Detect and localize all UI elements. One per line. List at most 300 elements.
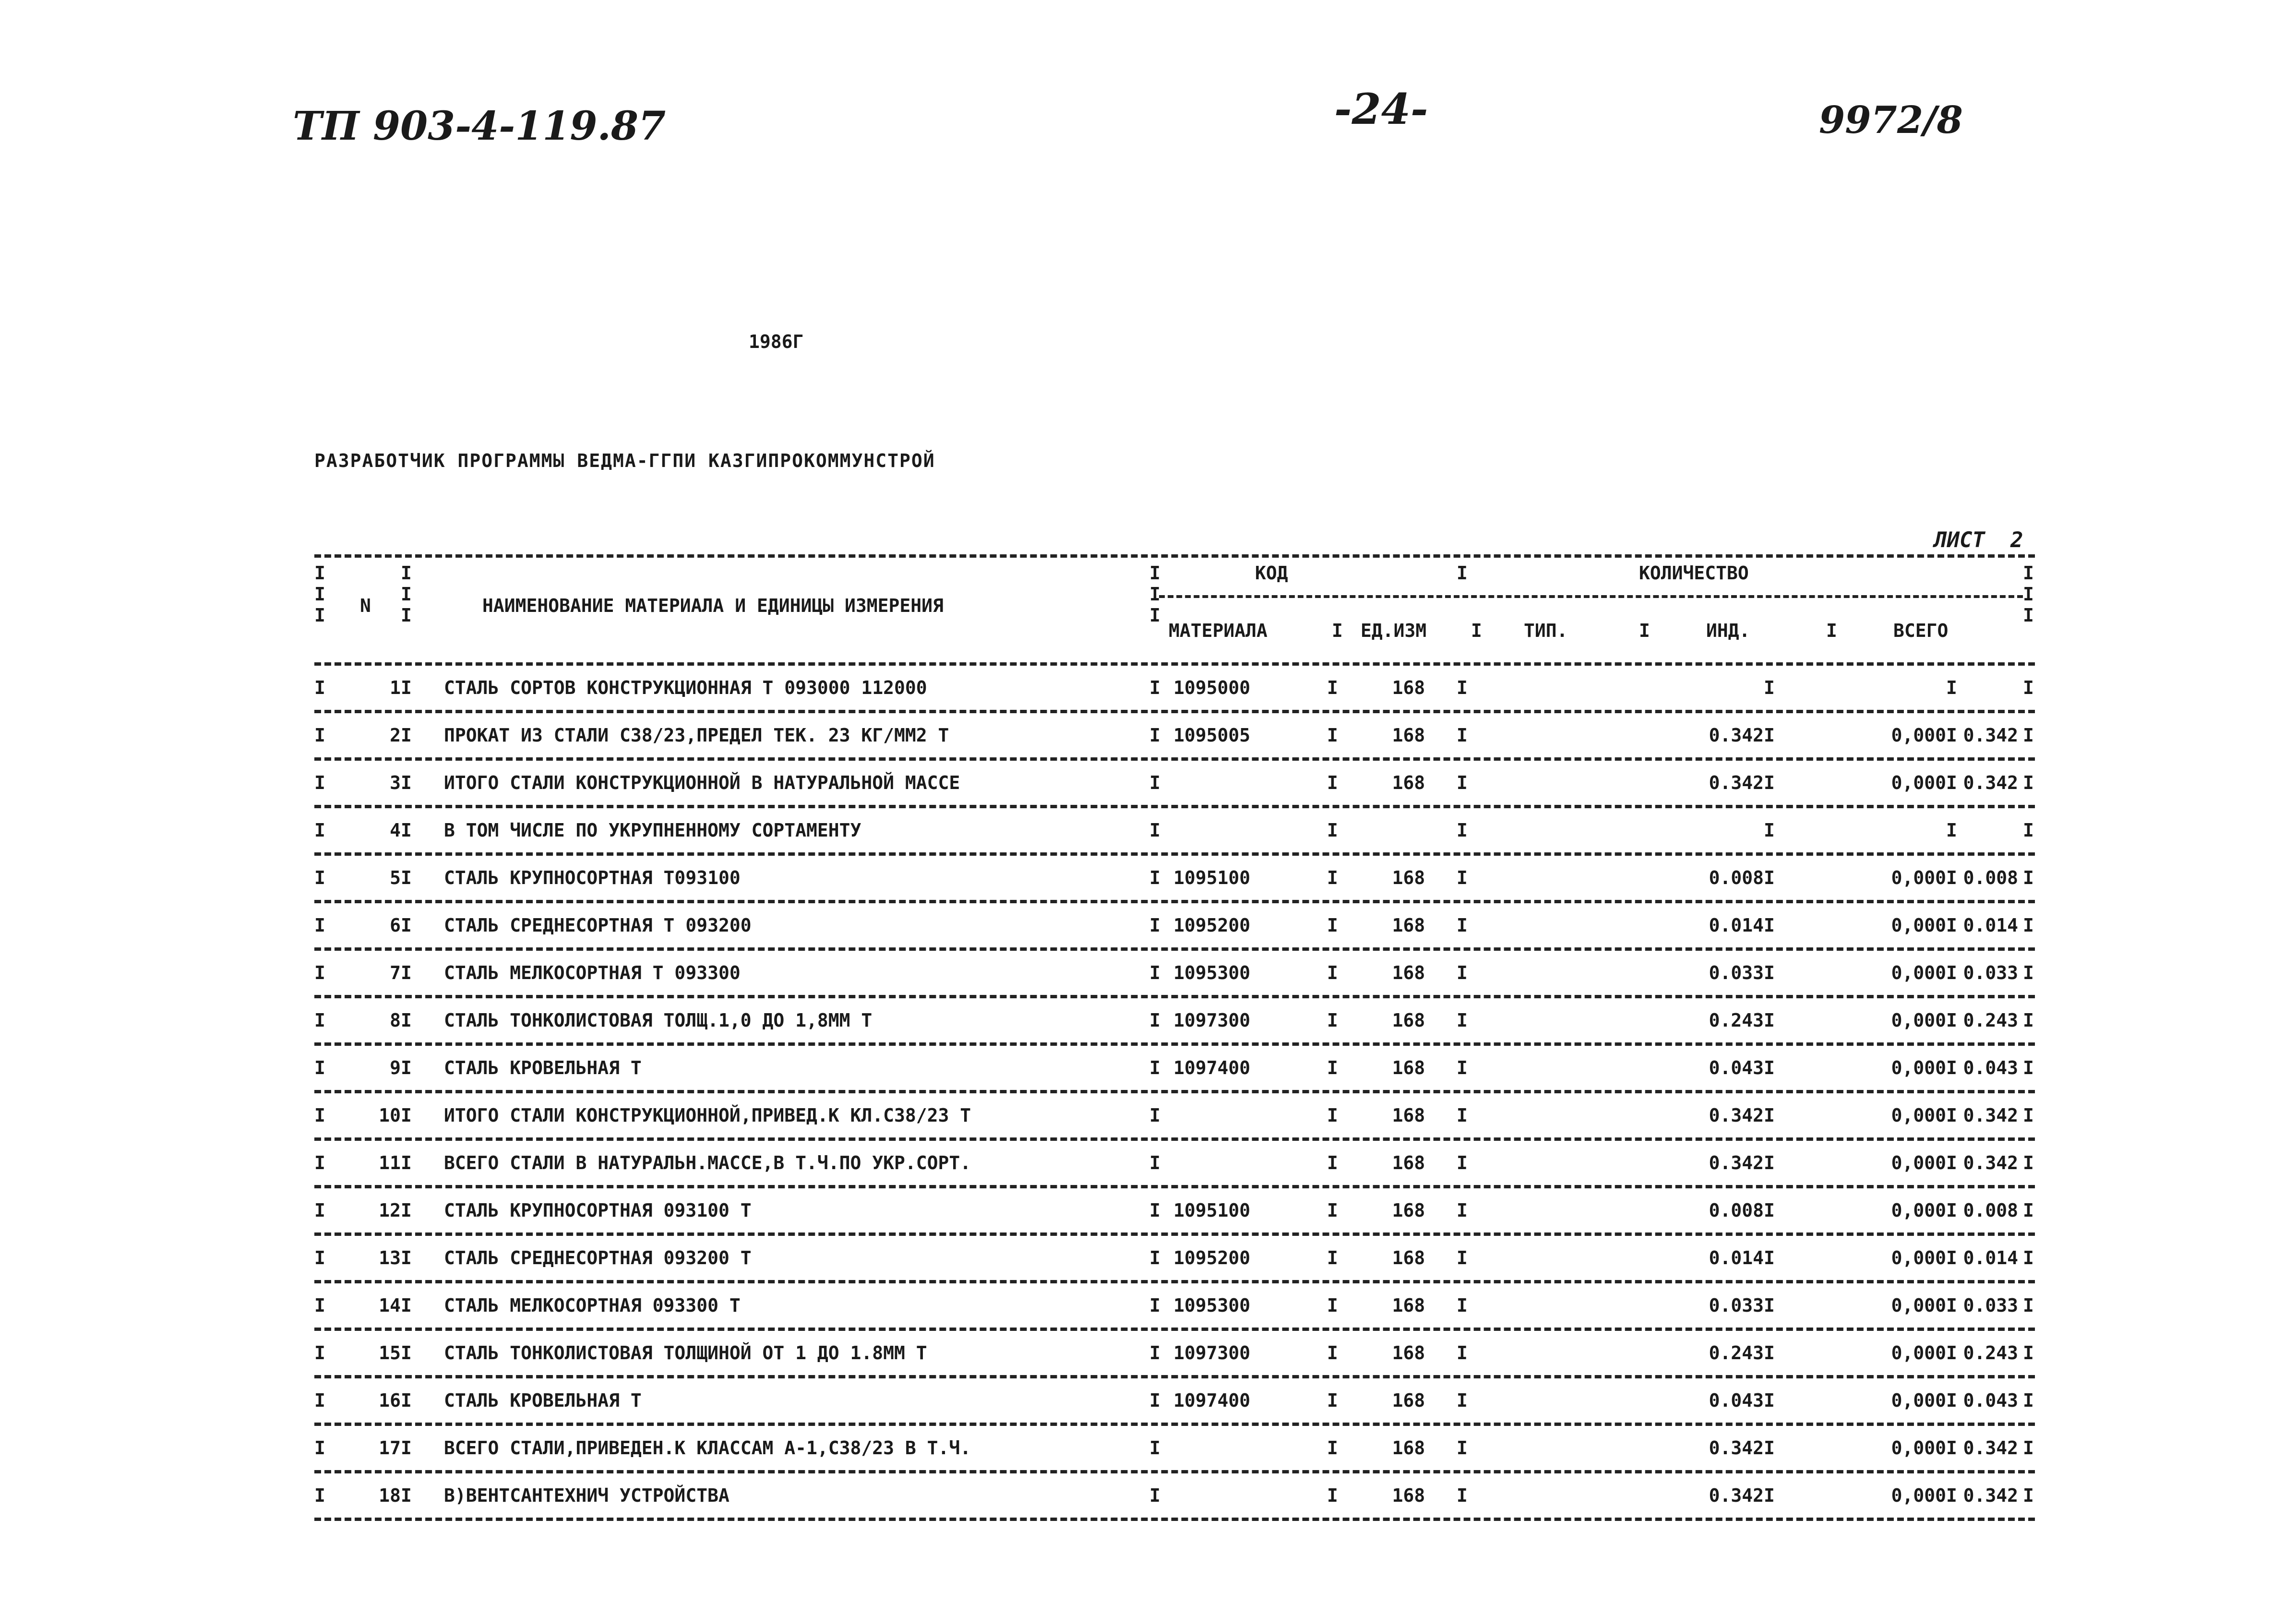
row-border-ind: I [1946, 1105, 1957, 1126]
row-border-left: I [314, 915, 325, 936]
row-border-ind: I [1946, 1200, 1957, 1221]
table-row [314, 808, 2035, 852]
row-border-left: I [314, 1105, 325, 1126]
row-border-typ: I [1764, 725, 1775, 746]
header-border-left: I I I [314, 562, 325, 626]
row-border-name: I [1149, 1295, 1160, 1316]
row-border-code: I [1327, 1105, 1338, 1126]
row-border-ind: I [1946, 1152, 1957, 1173]
row-border-right: I [2023, 962, 2034, 983]
table-row [314, 1236, 2035, 1280]
row-qty-typ: 0.014 [1709, 915, 1764, 936]
row-qty-typ: 0.342 [1709, 725, 1764, 746]
row-border-unit: I [1457, 1010, 1468, 1031]
row-border-num: I [401, 725, 412, 746]
row-qty-ind: 0,000 [1891, 1010, 1946, 1031]
header-qty-group: КОЛИЧЕСТВО [1639, 562, 1749, 584]
table-row [314, 1473, 2035, 1518]
row-border-name: I [1149, 1200, 1160, 1221]
row-border-typ: I [1764, 1485, 1775, 1506]
row-number: 1 [390, 677, 401, 698]
row-border-num: I [401, 1105, 412, 1126]
row-border-name: I [1149, 867, 1160, 888]
row-qty-total: 0.243 [1963, 1342, 2018, 1364]
row-material-code: 1095000 [1173, 677, 1251, 698]
row-border-name: I [1149, 772, 1160, 793]
row-border-unit: I [1457, 1342, 1468, 1364]
document-code: ТП 903-4-119.87 [293, 103, 666, 149]
row-border-left: I [314, 1152, 325, 1173]
row-border-typ: I [1764, 1105, 1775, 1126]
row-qty-ind: 0,000 [1891, 1390, 1946, 1411]
row-border-num: I [401, 1057, 412, 1078]
row-qty-typ: 0.008 [1709, 867, 1764, 888]
row-unit-code: 168 [1392, 867, 1425, 888]
header-border-name: I I I [1149, 562, 1160, 626]
row-border-unit: I [1457, 1390, 1468, 1411]
row-rule [314, 805, 2035, 808]
row-border-left: I [314, 1200, 325, 1221]
header-num: N [360, 595, 371, 616]
row-qty-typ: 0.342 [1709, 772, 1764, 793]
row-unit-code: 168 [1392, 962, 1425, 983]
row-border-right: I [2023, 1200, 2034, 1221]
page-number: -24- [1334, 84, 1428, 134]
table-header [314, 558, 2035, 662]
row-material-name: СТАЛЬ КРОВЕЛЬНАЯ Т [444, 1057, 642, 1078]
row-material-code: 1095100 [1173, 867, 1251, 888]
table-row [314, 856, 2035, 900]
row-border-right: I [2023, 677, 2034, 698]
row-border-left: I [314, 1342, 325, 1364]
row-border-num: I [401, 677, 412, 698]
row-unit-code: 168 [1392, 1437, 1425, 1459]
row-rule [314, 900, 2035, 903]
row-number: 4 [390, 820, 401, 841]
row-border-right: I [2023, 1342, 2034, 1364]
header-border-right: I I I [2023, 562, 2034, 626]
row-border-right: I [2023, 1247, 2034, 1268]
row-qty-total: 0.014 [1963, 1247, 2018, 1268]
row-border-right: I [2023, 1010, 2034, 1031]
row-border-unit: I [1457, 1105, 1468, 1126]
row-material-name: ИТОГО СТАЛИ КОНСТРУКЦИОННОЙ,ПРИВЕД.К КЛ.С38/23 Т [444, 1105, 971, 1126]
row-border-name: I [1149, 1057, 1160, 1078]
row-border-left: I [314, 772, 325, 793]
row-border-unit: I [1457, 1437, 1468, 1459]
header-border-code: I [1457, 562, 1468, 584]
row-qty-typ: 0.043 [1709, 1057, 1764, 1078]
row-border-name: I [1149, 725, 1160, 746]
row-unit-code: 168 [1392, 677, 1425, 698]
row-border-num: I [401, 867, 412, 888]
row-qty-ind: 0,000 [1891, 1295, 1946, 1316]
row-unit-code: 168 [1392, 1152, 1425, 1173]
row-border-ind: I [1946, 1295, 1957, 1316]
row-border-right: I [2023, 1295, 2034, 1316]
row-rule [314, 757, 2035, 761]
header-qty-typ: ТИП. [1524, 620, 1568, 641]
row-border-left: I [314, 1437, 325, 1459]
materials-table [314, 554, 2035, 1521]
row-border-name: I [1149, 1485, 1160, 1506]
header-name: НАИМЕНОВАНИЕ МАТЕРИАЛА И ЕДИНИЦЫ ИЗМЕРЕНИЯ [482, 595, 944, 616]
row-rule [314, 1518, 2035, 1521]
row-border-typ: I [1764, 772, 1775, 793]
row-border-name: I [1149, 962, 1160, 983]
row-qty-ind: 0,000 [1891, 725, 1946, 746]
row-border-ind: I [1946, 1390, 1957, 1411]
row-border-typ: I [1764, 1390, 1775, 1411]
row-unit-code: 168 [1392, 1342, 1425, 1364]
row-border-code: I [1327, 725, 1338, 746]
row-unit-code: 168 [1392, 1390, 1425, 1411]
row-rule [314, 1042, 2035, 1046]
row-border-unit: I [1457, 1152, 1468, 1173]
row-border-left: I [314, 962, 325, 983]
row-material-code: 1097400 [1173, 1390, 1251, 1411]
row-border-typ: I [1764, 962, 1775, 983]
row-rule [314, 1090, 2035, 1093]
row-border-code: I [1327, 1152, 1338, 1173]
row-qty-ind: 0,000 [1891, 1437, 1946, 1459]
row-border-unit: I [1457, 1247, 1468, 1268]
row-unit-code: 168 [1392, 1200, 1425, 1221]
row-border-left: I [314, 1390, 325, 1411]
table-row [314, 903, 2035, 947]
row-border-left: I [314, 1057, 325, 1078]
row-qty-total: 0.342 [1963, 772, 2018, 793]
row-border-code: I [1327, 1437, 1338, 1459]
row-border-left: I [314, 820, 325, 841]
table-row [314, 1378, 2035, 1423]
row-unit-code: 168 [1392, 1105, 1425, 1126]
header-border-typ: I [1639, 620, 1650, 641]
row-material-name: СТАЛЬ СРЕДНЕСОРТНАЯ 093200 Т [444, 1247, 752, 1268]
row-border-unit: I [1457, 772, 1468, 793]
row-material-name: В ТОМ ЧИСЛЕ ПО УКРУПНЕННОМУ СОРТАМЕНТУ [444, 820, 861, 841]
row-border-code: I [1327, 772, 1338, 793]
row-material-code: 1095300 [1173, 962, 1251, 983]
row-material-name: ПРОКАТ ИЗ СТАЛИ С38/23,ПРЕДЕЛ ТЕК. 23 КГ/ММ2 Т [444, 725, 949, 746]
row-border-left: I [314, 725, 325, 746]
row-rule [314, 995, 2035, 998]
row-qty-total: 0.342 [1963, 1105, 2018, 1126]
row-border-ind: I [1946, 867, 1957, 888]
row-border-code: I [1327, 1010, 1338, 1031]
row-border-left: I [314, 1485, 325, 1506]
row-qty-total: 0.342 [1963, 725, 2018, 746]
row-qty-ind: 0,000 [1891, 1485, 1946, 1506]
row-rule [314, 1137, 2035, 1141]
row-border-ind: I [1946, 1247, 1957, 1268]
table-row [314, 1141, 2035, 1185]
row-qty-total: 0.008 [1963, 1200, 2018, 1221]
row-border-unit: I [1457, 1200, 1468, 1221]
table-body [314, 666, 2035, 1521]
row-unit-code: 168 [1392, 772, 1425, 793]
table-row [314, 666, 2035, 710]
row-border-typ: I [1764, 1152, 1775, 1173]
row-material-name: СТАЛЬ ТОНКОЛИСТОВАЯ ТОЛЩИНОЙ ОТ 1 ДО 1.8ММ Т [444, 1342, 927, 1364]
row-material-name: СТАЛЬ МЕЛКОСОРТНАЯ 093300 Т [444, 1295, 741, 1316]
row-border-right: I [2023, 820, 2034, 841]
row-material-code: 1095300 [1173, 1295, 1251, 1316]
row-unit-code: 168 [1392, 915, 1425, 936]
row-number: 12 [379, 1200, 401, 1221]
row-border-right: I [2023, 1390, 2034, 1411]
row-border-ind: I [1946, 677, 1957, 698]
table-top-rule [314, 554, 2035, 558]
row-border-unit: I [1457, 725, 1468, 746]
table-row [314, 1283, 2035, 1328]
row-border-typ: I [1764, 677, 1775, 698]
row-qty-ind: 0,000 [1891, 867, 1946, 888]
header-code-material: МАТЕРИАЛА [1169, 620, 1268, 641]
row-border-num: I [401, 1485, 412, 1506]
row-material-name: СТАЛЬ КРОВЕЛЬНАЯ Т [444, 1390, 642, 1411]
row-unit-code: 168 [1392, 725, 1425, 746]
year-label: 1986Г [749, 331, 804, 352]
row-border-num: I [401, 1247, 412, 1268]
row-border-typ: I [1764, 1342, 1775, 1364]
row-border-left: I [314, 677, 325, 698]
row-border-typ: I [1764, 1295, 1775, 1316]
row-border-unit: I [1457, 915, 1468, 936]
row-border-left: I [314, 1247, 325, 1268]
row-border-num: I [401, 820, 412, 841]
row-border-num: I [401, 1437, 412, 1459]
row-border-ind: I [1946, 772, 1957, 793]
row-border-name: I [1149, 1010, 1160, 1031]
header-qty-total: ВСЕГО [1893, 620, 1949, 641]
row-qty-total: 0.043 [1963, 1390, 2018, 1411]
row-number: 16 [379, 1390, 401, 1411]
row-qty-total: 0.243 [1963, 1010, 2018, 1031]
table-row [314, 1046, 2035, 1090]
row-border-num: I [401, 1295, 412, 1316]
row-border-typ: I [1764, 820, 1775, 841]
row-border-unit: I [1457, 1485, 1468, 1506]
header-code-unit: ЕД.ИЗМ [1361, 620, 1427, 641]
row-border-ind: I [1946, 962, 1957, 983]
row-number: 11 [379, 1152, 401, 1173]
row-border-code: I [1327, 915, 1338, 936]
row-border-typ: I [1764, 915, 1775, 936]
row-qty-ind: 0,000 [1891, 1152, 1946, 1173]
row-unit-code: 168 [1392, 1247, 1425, 1268]
row-qty-typ: 0.043 [1709, 1390, 1764, 1411]
row-number: 13 [379, 1247, 401, 1268]
header-code-group: КОД [1255, 562, 1288, 584]
row-rule [314, 1375, 2035, 1378]
row-border-name: I [1149, 1247, 1160, 1268]
row-material-code: 1095005 [1173, 725, 1251, 746]
table-row [314, 1426, 2035, 1470]
row-qty-typ: 0.243 [1709, 1342, 1764, 1364]
row-border-num: I [401, 962, 412, 983]
row-border-left: I [314, 1010, 325, 1031]
row-rule [314, 1232, 2035, 1236]
row-border-name: I [1149, 1390, 1160, 1411]
developer-line: РАЗРАБОТЧИК ПРОГРАММЫ ВЕДМА-ГГПИ КАЗГИПРОКОММУНСТРОЙ [314, 450, 935, 471]
row-qty-total: 0.008 [1963, 867, 2018, 888]
row-border-num: I [401, 1342, 412, 1364]
row-border-ind: I [1946, 1057, 1957, 1078]
row-border-right: I [2023, 1105, 2034, 1126]
row-qty-typ: 0.008 [1709, 1200, 1764, 1221]
row-border-typ: I [1764, 1437, 1775, 1459]
table-row [314, 761, 2035, 805]
row-border-name: I [1149, 677, 1160, 698]
row-rule [314, 1423, 2035, 1426]
table-row [314, 998, 2035, 1042]
table-row [314, 951, 2035, 995]
row-border-num: I [401, 1152, 412, 1173]
row-rule [314, 852, 2035, 856]
header-border-material: I [1332, 620, 1343, 641]
row-unit-code: 168 [1392, 1485, 1425, 1506]
row-material-code: 1095200 [1173, 1247, 1251, 1268]
row-qty-total: 0.342 [1963, 1152, 2018, 1173]
row-border-right: I [2023, 1437, 2034, 1459]
row-border-num: I [401, 1010, 412, 1031]
row-qty-typ: 0.342 [1709, 1485, 1764, 1506]
row-material-code: 1095100 [1173, 1200, 1251, 1221]
table-row [314, 1331, 2035, 1375]
row-material-code: 1097300 [1173, 1342, 1251, 1364]
row-border-typ: I [1764, 1247, 1775, 1268]
table-row [314, 1188, 2035, 1232]
header-sub-rule [1159, 595, 2023, 598]
row-border-typ: I [1764, 867, 1775, 888]
row-qty-typ: 0.014 [1709, 1247, 1764, 1268]
row-border-name: I [1149, 1437, 1160, 1459]
row-border-left: I [314, 1295, 325, 1316]
row-material-name: СТАЛЬ СОРТОВ КОНСТРУКЦИОННАЯ Т 093000 112000 [444, 677, 927, 698]
row-material-name: СТАЛЬ СРЕДНЕСОРТНАЯ Т 093200 [444, 915, 752, 936]
row-border-code: I [1327, 1295, 1338, 1316]
row-border-num: I [401, 772, 412, 793]
row-border-code: I [1327, 1342, 1338, 1364]
row-number: 2 [390, 725, 401, 746]
row-number: 18 [379, 1485, 401, 1506]
row-border-code: I [1327, 1390, 1338, 1411]
sheet-reference: 9972/8 [1819, 98, 1963, 142]
row-number: 3 [390, 772, 401, 793]
row-number: 15 [379, 1342, 401, 1364]
table-row [314, 1093, 2035, 1137]
row-border-code: I [1327, 867, 1338, 888]
row-border-ind: I [1946, 915, 1957, 936]
row-rule [314, 1185, 2035, 1188]
row-qty-total: 0.014 [1963, 915, 2018, 936]
row-qty-total: 0.342 [1963, 1437, 2018, 1459]
row-material-name: В)ВЕНТСАНТЕХНИЧ УСТРОЙСТВА [444, 1485, 729, 1506]
row-border-num: I [401, 1390, 412, 1411]
row-border-num: I [401, 915, 412, 936]
table-header-rule [314, 662, 2035, 666]
row-border-right: I [2023, 1057, 2034, 1078]
row-qty-total: 0.043 [1963, 1057, 2018, 1078]
row-qty-typ: 0.243 [1709, 1010, 1764, 1031]
row-border-code: I [1327, 1247, 1338, 1268]
row-border-right: I [2023, 867, 2034, 888]
header-border-ind: I [1826, 620, 1837, 641]
header-border-num: I I I [401, 562, 412, 626]
row-rule [314, 710, 2035, 713]
row-border-ind: I [1946, 1010, 1957, 1031]
row-material-code: 1097400 [1173, 1057, 1251, 1078]
row-qty-total: 0.033 [1963, 1295, 2018, 1316]
row-number: 9 [390, 1057, 401, 1078]
row-border-code: I [1327, 820, 1338, 841]
row-border-num: I [401, 1200, 412, 1221]
row-material-code: 1095200 [1173, 915, 1251, 936]
row-border-left: I [314, 867, 325, 888]
row-border-name: I [1149, 820, 1160, 841]
row-border-ind: I [1946, 1342, 1957, 1364]
row-border-typ: I [1764, 1010, 1775, 1031]
row-border-name: I [1149, 1105, 1160, 1126]
row-border-unit: I [1457, 677, 1468, 698]
row-border-right: I [2023, 1485, 2034, 1506]
row-border-unit: I [1457, 962, 1468, 983]
header-border-unit: I [1471, 620, 1482, 641]
row-number: 8 [390, 1010, 401, 1031]
header-qty-ind: ИНД. [1706, 620, 1750, 641]
row-qty-typ: 0.033 [1709, 962, 1764, 983]
row-material-name: ВСЕГО СТАЛИ,ПРИВЕДЕН.К КЛАССАМ А-1,С38/23 В Т.Ч. [444, 1437, 971, 1459]
row-rule [314, 1470, 2035, 1473]
row-number: 6 [390, 915, 401, 936]
row-rule [314, 947, 2035, 951]
row-border-name: I [1149, 1152, 1160, 1173]
row-border-name: I [1149, 915, 1160, 936]
row-number: 5 [390, 867, 401, 888]
row-qty-ind: 0,000 [1891, 1200, 1946, 1221]
row-rule [314, 1280, 2035, 1283]
row-material-name: ИТОГО СТАЛИ КОНСТРУКЦИОННОЙ В НАТУРАЛЬНОЙ МАССЕ [444, 772, 960, 793]
row-qty-ind: 0,000 [1891, 772, 1946, 793]
row-qty-ind: 0,000 [1891, 962, 1946, 983]
row-border-code: I [1327, 677, 1338, 698]
row-border-ind: I [1946, 820, 1957, 841]
row-border-unit: I [1457, 1057, 1468, 1078]
table-row [314, 713, 2035, 757]
row-rule [314, 1328, 2035, 1331]
row-qty-total: 0.342 [1963, 1485, 2018, 1506]
row-border-code: I [1327, 1485, 1338, 1506]
row-number: 17 [379, 1437, 401, 1459]
row-border-typ: I [1764, 1057, 1775, 1078]
row-border-ind: I [1946, 725, 1957, 746]
row-material-code: 1097300 [1173, 1010, 1251, 1031]
row-unit-code: 168 [1392, 1057, 1425, 1078]
sheet-label: ЛИСТ 2 [1934, 528, 2023, 552]
row-material-name: СТАЛЬ КРУПНОСОРТНАЯ Т093100 [444, 867, 741, 888]
row-qty-typ: 0.033 [1709, 1295, 1764, 1316]
row-number: 10 [379, 1105, 401, 1126]
row-border-right: I [2023, 915, 2034, 936]
row-border-code: I [1327, 962, 1338, 983]
row-border-ind: I [1946, 1485, 1957, 1506]
row-qty-ind: 0,000 [1891, 1105, 1946, 1126]
row-material-name: СТАЛЬ КРУПНОСОРТНАЯ 093100 Т [444, 1200, 752, 1221]
row-border-right: I [2023, 1152, 2034, 1173]
row-border-name: I [1149, 1342, 1160, 1364]
row-border-unit: I [1457, 820, 1468, 841]
